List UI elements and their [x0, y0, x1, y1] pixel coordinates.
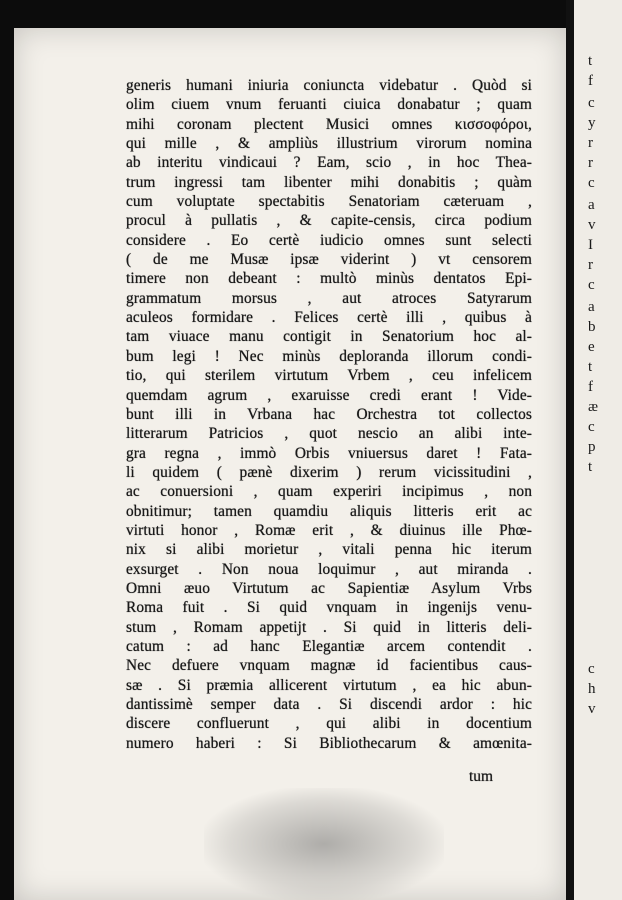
right-page-fragment: c	[588, 175, 595, 191]
book-page-left	[14, 28, 566, 900]
text-line: litterarum Patricios , quot nescio an alibi inte-	[126, 425, 532, 443]
right-page-fragment: f	[588, 73, 593, 89]
text-line: sæ . Si præmia allicerent virtutum , ea hic abun-	[126, 676, 532, 694]
text-line: numero haberi : Si Bibliothecarum & amœnita-	[126, 734, 532, 752]
text-line: tam viuace manu contigit in Senatorium hoc al-	[126, 328, 532, 346]
right-page-fragment: h	[588, 681, 596, 697]
catchword: tum	[469, 768, 493, 785]
right-page-fragment: a	[588, 197, 595, 213]
text-line: nix si alibi morietur , vitali penna hic iterum	[126, 541, 532, 559]
text-line: procul à pullatis , & capite-censis, circa podium	[126, 212, 532, 230]
text-line: li quidem ( pænè dixerim ) rerum vicissitudini ,	[126, 463, 532, 481]
right-page-fragment: b	[588, 319, 596, 335]
text-line: stum , Romam appetijt . Si quid in litteris deli-	[126, 618, 532, 636]
text-line: Nec defuere vnquam magnæ id facientibus caus-	[126, 657, 532, 675]
right-page-fragment: v	[588, 217, 596, 233]
text-line: ( de me Musæ ipsæ viderint ) vt censorem	[126, 251, 532, 269]
right-page-fragment: c	[588, 419, 595, 435]
right-page-fragment: r	[588, 155, 593, 171]
right-page-fragment: r	[588, 135, 593, 151]
text-line: olim ciuem vnum feruanti ciuica donabatur ; quam	[126, 96, 532, 114]
right-page-fragment: æ	[588, 399, 599, 415]
text-line: ab interitu vindicaui ? Eam, scio , in hoc Thea-	[126, 154, 532, 172]
text-line: timere non debeant : multò minùs dentatos Epi-	[126, 270, 532, 288]
text-line: Omni æuo Virtutum ac Sapientiæ Asylum Vrbs	[126, 579, 532, 597]
right-page-fragment: t	[588, 459, 593, 475]
text-line: aculeos formidare . Felices certè illi , quibus à	[126, 309, 532, 327]
right-page-fragment: a	[588, 299, 595, 315]
text-line: catum : ad hanc Elegantiæ arcem contendit .	[126, 637, 532, 655]
text-line: tio, qui sterilem virtutum Vrbem , ceu infelicem	[126, 367, 532, 385]
text-line: qui mille , & ampliùs illustrium virorum nomina	[126, 135, 532, 153]
text-line: considere . Eo certè iudicio omnes sunt selecti	[126, 231, 532, 249]
book-page-right-edge	[574, 0, 622, 900]
book-gutter	[566, 0, 574, 900]
right-page-fragment: c	[588, 661, 595, 677]
text-line: virtuti honor , Romæ erit , & diuinus ille Phœ-	[126, 521, 532, 539]
text-line: bum legi ! Nec minùs deploranda illorum condi-	[126, 347, 532, 365]
text-line: cum voluptate spectabitis Senatoriam cæteruam ,	[126, 193, 532, 211]
text-line: generis humani iniuria coniuncta videbatur . Quòd si	[126, 77, 532, 94]
text-line: obnitimur; tamen quamdiu aliquis litteris erit ac	[126, 502, 532, 520]
text-line: trum ingressi tam libenter mihi donabitis ; quàm	[126, 173, 532, 191]
right-page-fragment: c	[588, 95, 595, 111]
right-page-fragment: e	[588, 339, 595, 355]
text-line: discere confluerunt , qui alibi in docentium	[126, 715, 532, 733]
text-line: grammatum morsus , aut atroces Satyrarum	[126, 289, 532, 307]
text-line: dantissimè semper data . Si discendi ardor : hic	[126, 696, 532, 713]
text-line: gra regna , immò Orbis vniuersus daret ! Fata-	[126, 444, 532, 462]
text-line: exsurget . Non noua loquimur , aut miranda .	[126, 560, 532, 578]
page-text-block	[126, 76, 532, 753]
text-line: bunt illi in Vrbana hac Orchestra tot collectos	[126, 405, 532, 423]
text-line: mihi coronam plectent Musici omnes κισσοφόροι,	[126, 115, 532, 133]
text-line: quemdam agrum , exaruisse credi erant ! Vide-	[126, 386, 532, 404]
right-page-fragment: y	[588, 115, 596, 131]
right-page-fragment: v	[588, 701, 596, 717]
right-page-fragment: f	[588, 379, 593, 395]
right-page-fragment: t	[588, 359, 593, 375]
text-line: Roma fuit . Si quid vnquam in ingenijs venu-	[126, 599, 532, 617]
right-page-fragment: p	[588, 439, 596, 455]
right-page-fragment: r	[588, 257, 593, 273]
right-page-fragment: I	[588, 237, 593, 253]
text-line: ac conuersioni , quam experiri incipimus , non	[126, 483, 532, 501]
right-page-fragment: t	[588, 53, 593, 69]
right-page-fragment: c	[588, 277, 595, 293]
